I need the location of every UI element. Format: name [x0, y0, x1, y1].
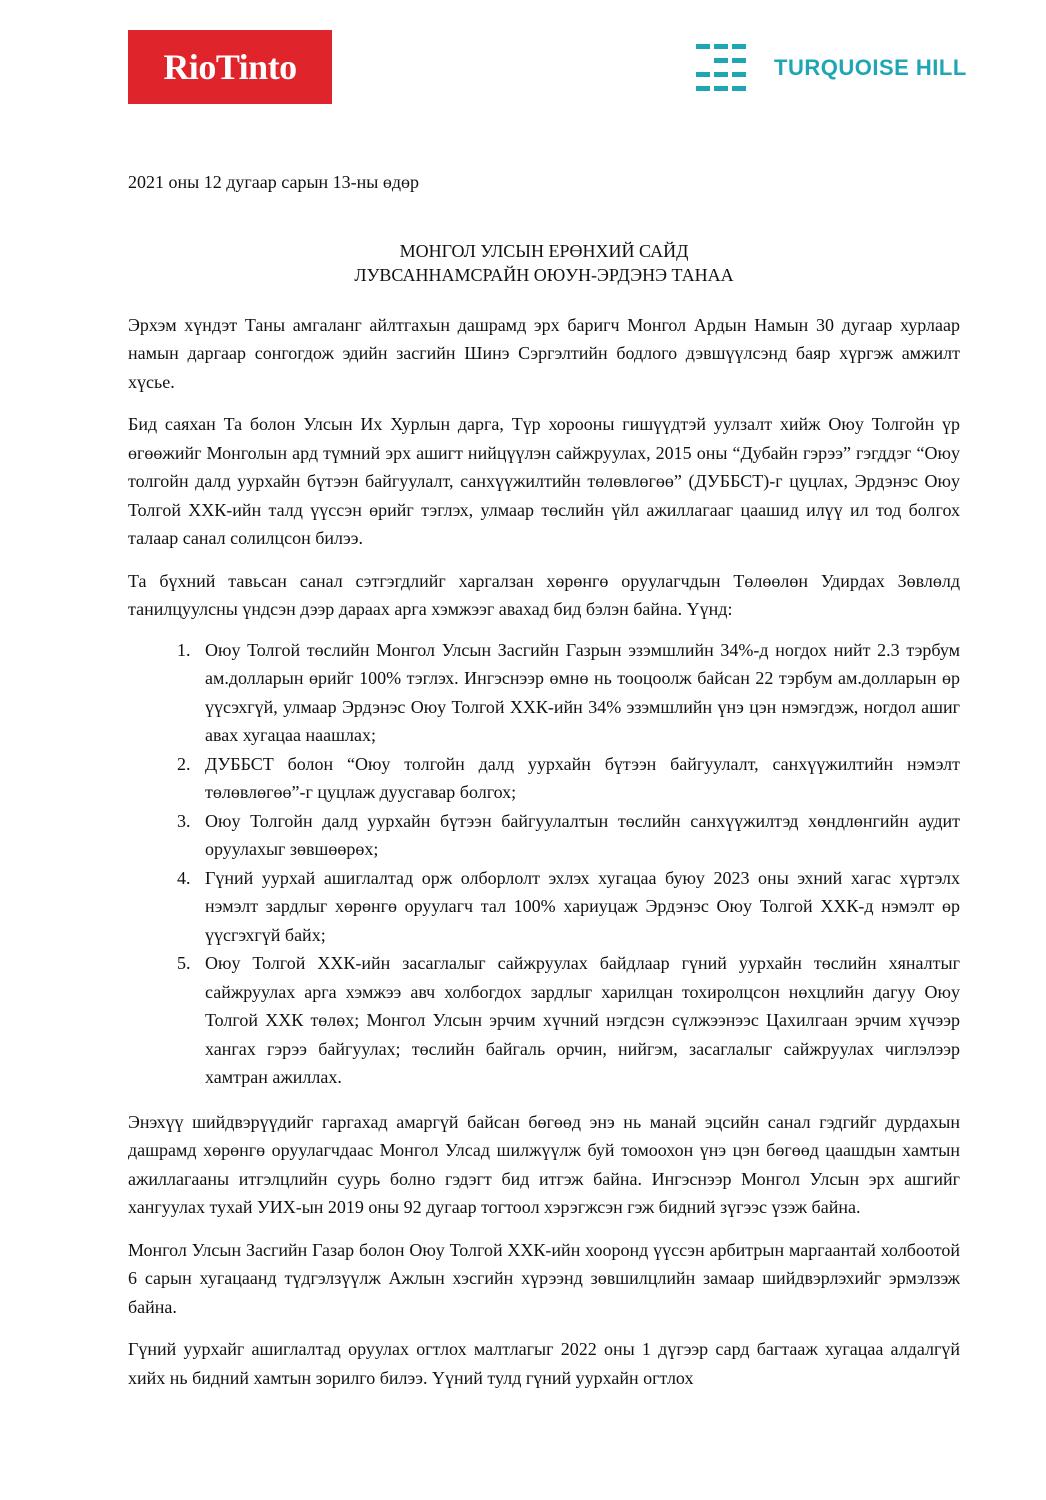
list-item: 2. ДУББСТ болон “Оюу толгойн далд уурхайн бүтээн байгуулалт, санхүүжилтийн нэмэлт төлөвлөгөө”-г цуцлаж дуусгавар болгох;	[195, 750, 960, 807]
turquoise-hill-logo	[696, 44, 996, 92]
turquoise-hill-mark-icon	[696, 44, 746, 92]
list-item: 3. Оюу Толгойн далд уурхайн бүтээн байгуулалтын төслийн санхүүжилтэд хөндлөнгийн аудит оруулахыг зөвшөөрөх;	[195, 807, 960, 864]
letter-date: 2021 оны 12 дугаар сарын 13-ны өдөр	[128, 172, 420, 192]
list-item: 1. Оюу Толгой төслийн Монгол Улсын Засгийн Газрын эзэмшлийн 34%-д ногдох нийт 2.3 тэрбум ам.долларын өрийг 100% тэглэх. Ингэснээр өмнө нь тооцоолж байсан 22 тэрбум ам.долларын өр үүсэхгүй, улмаар Эрдэнэс Оюу Толгой ХХК-ийн 34% эзэмшлийн үнэ цэн нэмэгдэж, ногдол ашиг авах хугацаа наашлах;	[195, 636, 960, 750]
rio-tinto-logo	[128, 30, 332, 104]
paragraph: Монгол Улсын Засгийн Газар болон Оюу Толгой ХХК-ийн хооронд үүссэн арбитрын маргаантай холбоотой 6 сарын хугацаанд түдгэлзүүлж Ажлын хэсгийн хүрээнд зөвшилцлийн замаар шийдвэрлэхийг эрмэлзэж байна.	[128, 1239, 960, 1317]
paragraph: Гүний уурхайг ашиглалтад оруулах огтлох малтлагыг 2022 оны 1 дүгээр сард багтааж хугацаа алдалгүй хийх нь бидний хамтын зорилго билээ. Үүний тулд гүний уурхайн огтлох	[128, 1339, 960, 1388]
list-item: 4. Гүний уурхай ашиглалтад орж олборлолт эхлэх хугацаа буюу 2023 оны эхний хагас хүртэлх нэмэлт зардлыг хөрөнгө оруулагч тал 100% хариуцаж Эрдэнэс Оюу Толгой ХХК-д нэмэлт өр үүсгэхгүй байх;	[195, 864, 960, 950]
turquoise-hill-logo-text: TURQUOISE HILL	[774, 55, 967, 80]
list-item: 5. Оюу Толгой ХХК-ийн засаглалыг сайжруулах байдлаар гүний уурхайн төслийн хяналтыг сайжруулах арга хэмжээ авч холбогдох зардлыг харилцан тохиролцсон нөхцлийн дагуу Оюу Толгой ХХК төлөх; Монгол Улсын эрчим хүчний нэгдсэн сүлжээнээс Цахилгаан эрчим хүчээр хангах гэрээ байгуулах; төслийн байгаль орчин, нийгэм, засаглалыг сайжруулах чиглэлээр хамтран ажиллах.	[195, 949, 960, 1092]
paragraph: Та бүхний тавьсан санал сэтгэгдлийг харгалзан хөрөнгө оруулагчдын Төлөөлөн Удирдах Зөвлөлд танилцуулсны үндсэн дээр дараах арга хэмжээг авахад бид бэлэн байна. Үүнд:	[128, 570, 960, 619]
paragraph: Энэхүү шийдвэрүүдийг гаргахад амаргүй байсан бөгөөд энэ нь манай эцсийн санал гэдгийг дурдахын дашрамд хөрөнгө оруулагчдаас Монгол Улсад шилжүүлж буй томоохон үнэ цэн бөгөөд цаашдын хамтын ажиллагааны итгэлцлийн суурь болно гэдэгт бид итгэж байна. Ингэснээр Монгол Улсын эрх ашгийг хангуулах тухай УИХ-ын 2019 оны 92 дугаар тогтоол хэрэгжсэн гэж бидний зүгээс үзэж байна.	[128, 1111, 960, 1217]
rio-tinto-logo-text: RioTinto	[163, 47, 297, 87]
paragraph: Бид саяхан Та болон Улсын Их Хурлын дарга, Түр хорооны гишүүдтэй уулзалт хийж Оюу Толгойн үр өгөөжийг Монголын ард түмний эрх ашигт нийцүүлэн сайжруулах, 2015 оны “Дубайн гэрээ” гэгддэг “Оюу толгойн далд уурхайн бүтээн байгуулалт, санхүүжилтийн төлөвлөгөө” (ДУББСТ)-г цуцлах, Эрдэнэс Оюу Толгой ХХК-ийн талд үүссэн өрийг тэглэх, улмаар төслийн үйл ажиллагааг цаашид илүү ил тод болгох талаар санал солилцсон билээ.	[128, 414, 960, 548]
measures-list	[128, 636, 960, 1092]
letter-body	[128, 168, 960, 1406]
letter-addressee	[128, 239, 960, 287]
addressee-name: ЛУВСАННАМСРАЙН ОЮУН-ЭРДЭНЭ ТАНАА	[354, 264, 734, 285]
paragraph: Эрхэм хүндэт Таны амгаланг айлтгахын дашрамд эрх баригч Монгол Ардын Намын 30 дугаар хурлаар намын даргаар сонгогдож эдийн засгийн Шинэ Сэргэлтийн бодлого дэвшүүлсэнд баяр хүргэж амжилт хүсье.	[128, 314, 960, 392]
addressee-title: МОНГОЛ УЛСЫН ЕРӨНХИЙ САЙД	[399, 240, 689, 261]
